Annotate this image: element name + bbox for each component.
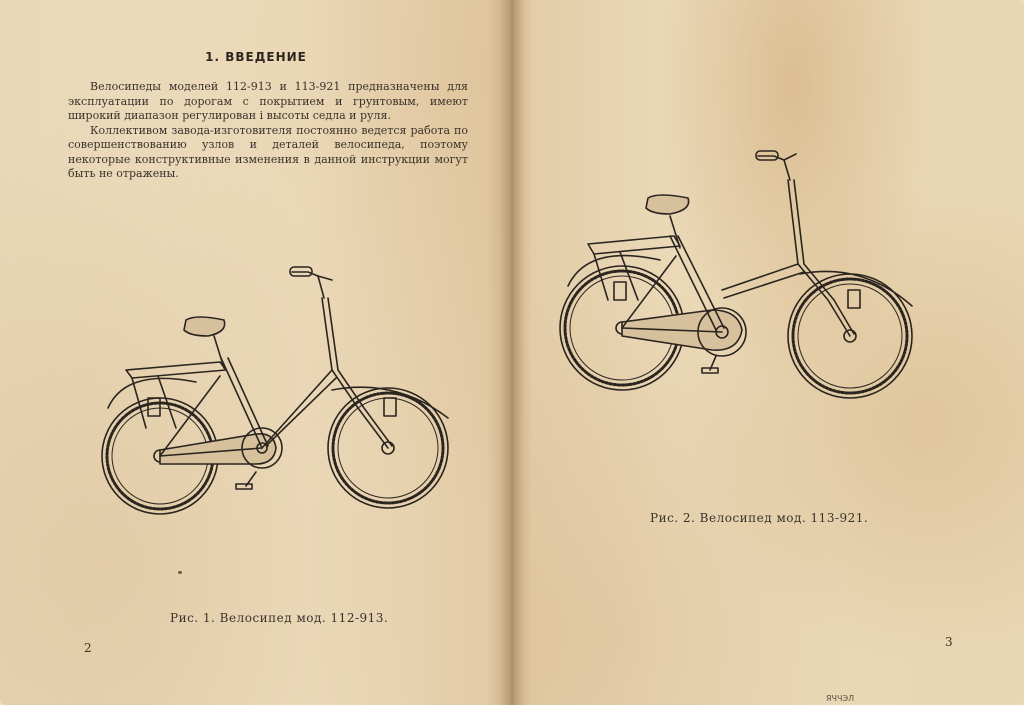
ink-speck (178, 571, 182, 574)
figure-2-caption: Рис. 2. Велосипед мод. 113-921. (650, 511, 869, 525)
bicycle-figure-1 (96, 258, 466, 520)
book-gutter (500, 0, 524, 705)
intro-text (68, 80, 468, 182)
page-number-left: 2 (84, 641, 92, 655)
intro-paragraph-1: Велосипеды моделей 112-913 и 113-921 предназначены для эксплуатации по дорогам с покрытием и грунтовым, имеют широкий диапазон регулирован і высоты седла и руля. (68, 80, 468, 122)
figure-1-caption: Рис. 1. Велосипед мод. 112-913. (170, 611, 389, 625)
bicycle-figure-2 (552, 140, 924, 412)
page-number-right: 3 (945, 635, 953, 649)
intro-paragraph-2: Коллективом завода-изготовителя постоянно ведется работа по совершенствованию узлов и деталей велосипеда, поэтому некоторые конструктивные изменения в данной инструкции могут быть не отражены. (68, 123, 468, 180)
scan-mark: ЯЧЧЭЛ (826, 694, 855, 703)
section-heading: 1. ВВЕДЕНИЕ (205, 50, 307, 64)
right-page (512, 0, 1024, 705)
